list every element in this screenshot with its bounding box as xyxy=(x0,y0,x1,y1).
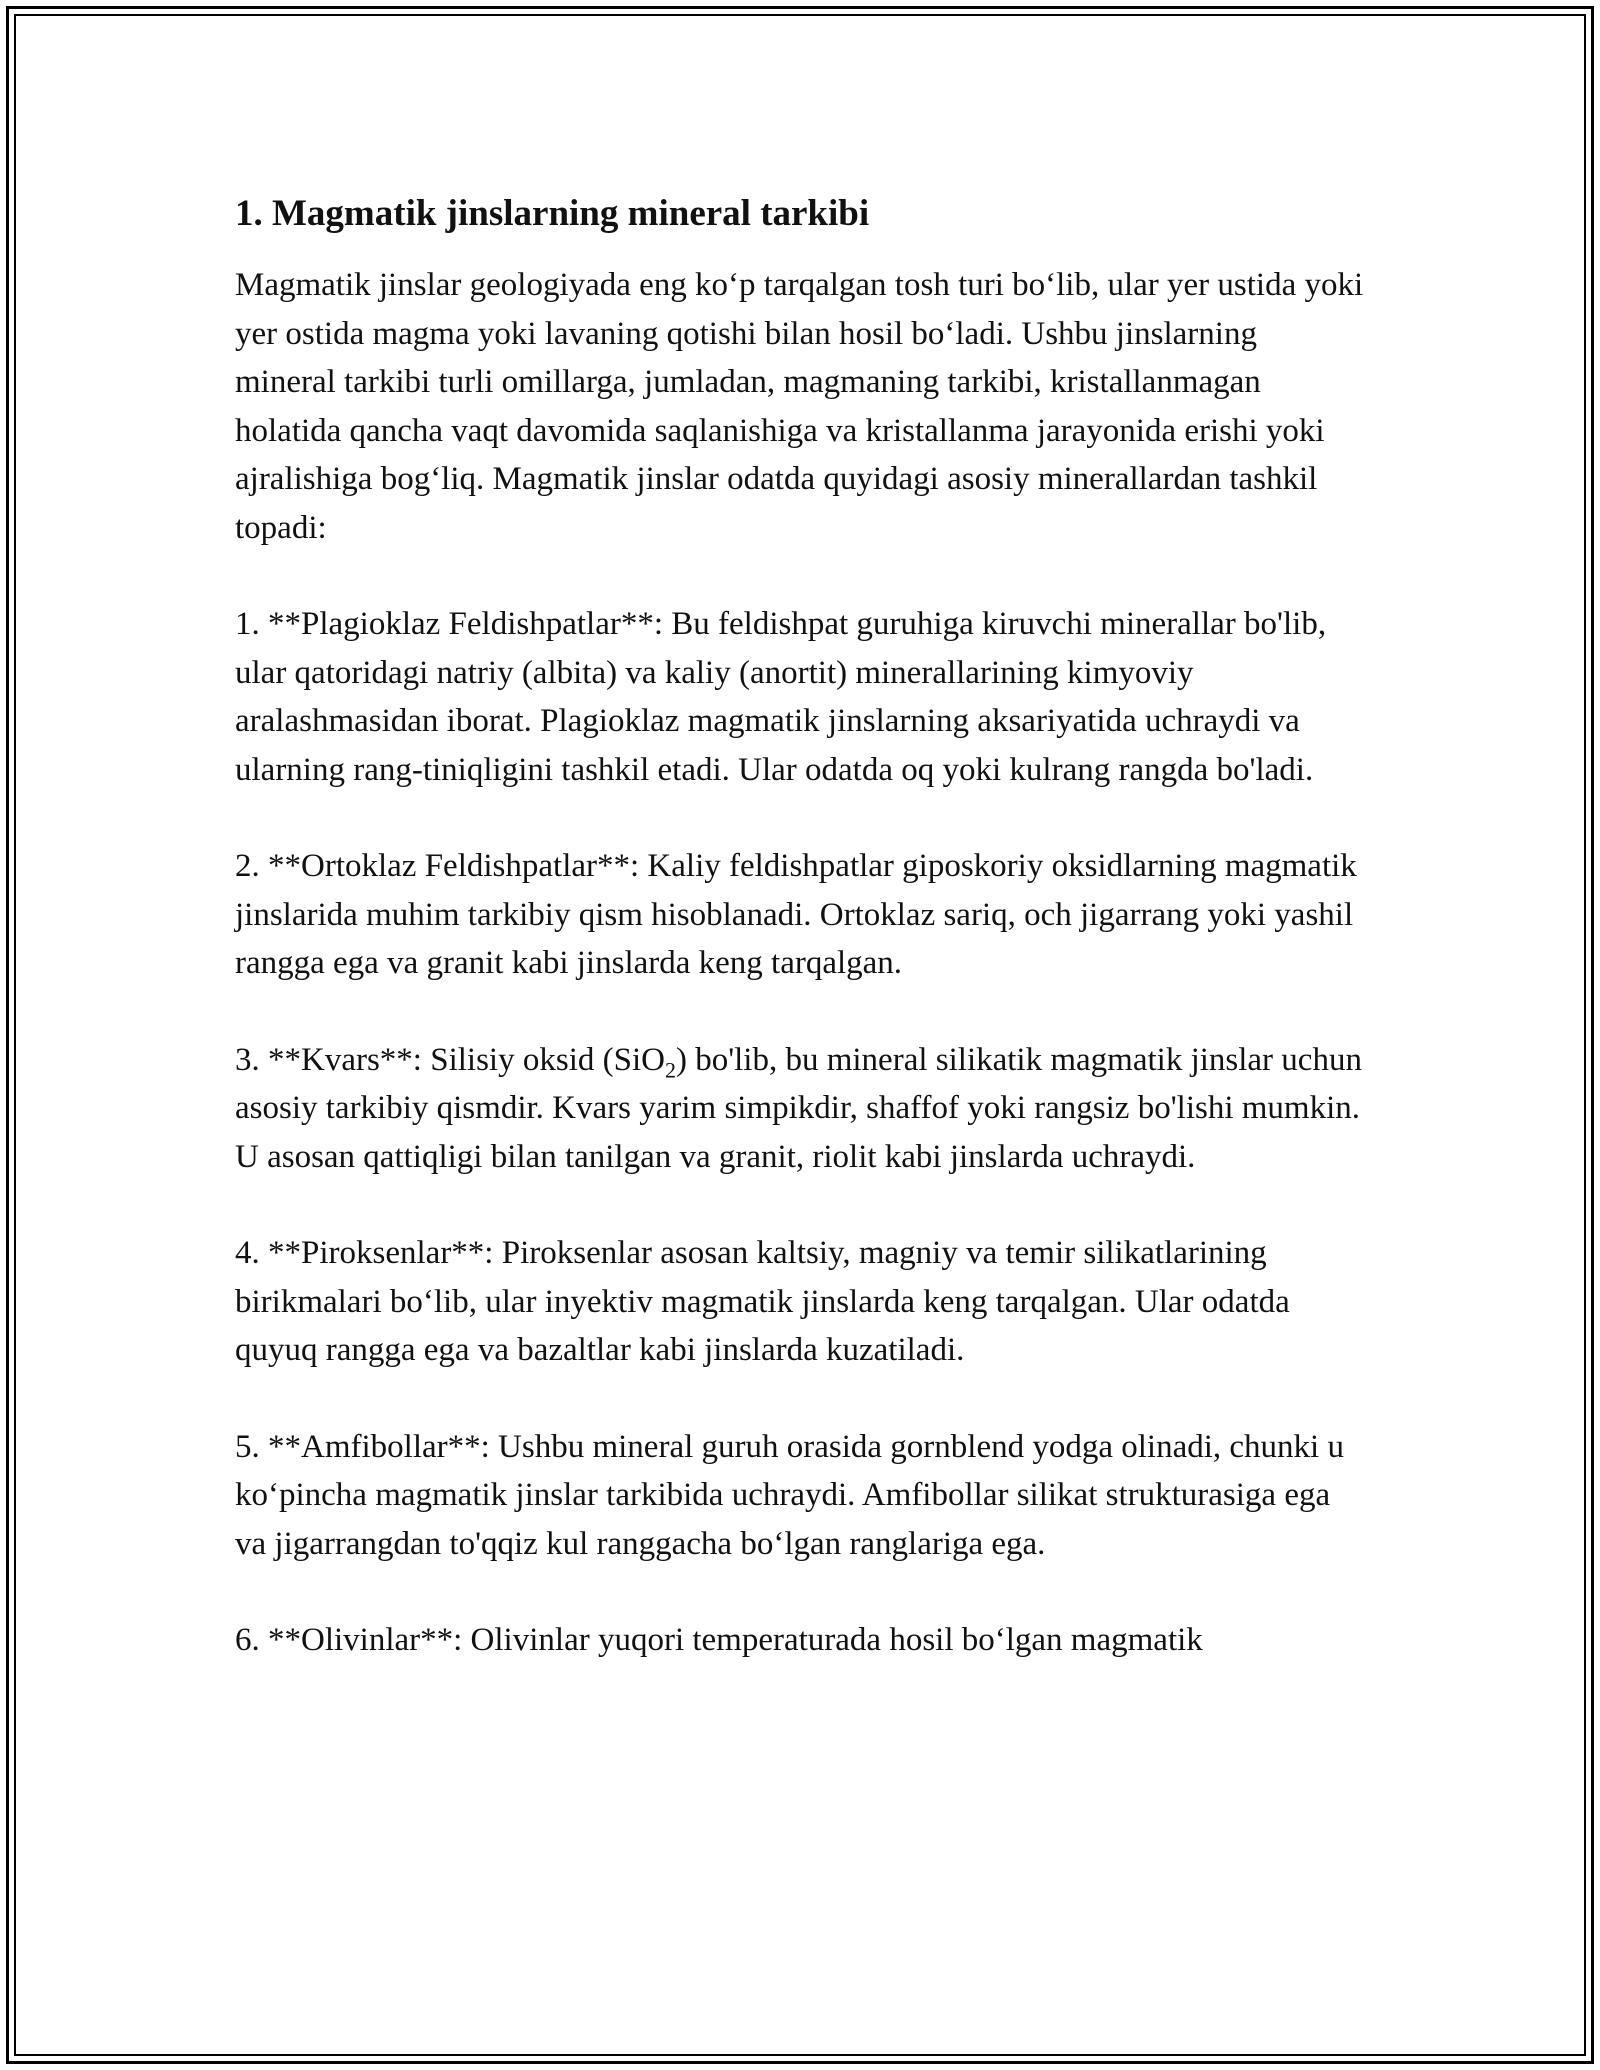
list-item-piroksenlar: 4. **Piroksenlar**: Piroksenlar asosan kaltsiy, magniy va temir silikatlarining birikmalari bo‘lib, ular inyektiv magmatik jinslarda keng tarqalgan. Ular odatda quyuq rangga ega va bazaltlar kabi jinslarda kuzatiladi. xyxy=(235,1235,1290,1368)
list-item-amfibollar: 5. **Amfibollar**: Ushbu mineral guruh orasida gornblend yodga olinadi, chunki u ko‘pincha magmatik jinslar tarkibida uchraydi. Amfibollar silikat strukturasiga ega va jigarrangdan to'qqiz kul ranggacha bo‘lgan ranglariga ega. xyxy=(235,1428,1344,1562)
section-heading: 1. Magmatik jinslarning mineral tarkibi xyxy=(235,193,870,234)
chemical-subscript: 2 xyxy=(664,1057,676,1083)
intro-paragraph: Magmatik jinslar geologiyada eng ko‘p tarqalgan tosh turi bo‘lib, ular yer ustida yoki yer ostida magma yoki lavaning qotishi bilan hosil bo‘ladi. Ushbu jinslarning mineral tarkibi turli omillarga, jumladan, magmaning tarkibi, kristallanmagan holatida qancha vaqt davomida saqlanishiga va kristallanma jarayonida erishi yoki ajralishiga bog‘liq. Magmatik jinslar odatda quyidagi asosiy minerallardan tashkil topadi: xyxy=(235,267,1364,546)
list-item-olivinlar: 6. **Olivinlar**: Olivinlar yuqori temperaturada hosil bo‘lgan magmatik xyxy=(235,1622,1203,1658)
list-item-kvars xyxy=(235,1036,1365,1182)
list-item-plagioklaz: 1. **Plagioklaz Feldishpatlar**: Bu feldishpat guruhiga kiruvchi minerallar bo'lib, ular qatoridagi natriy (albita) va kaliy (anortit) minerallarining kimyoviy aralashmasidan iborat. Plagioklaz magmatik jinslarning aksariyatida uchraydi va ularning rang-tiniqligini tashkil etadi. Ular odatda oq yoki kulrang rangda bo'ladi. xyxy=(235,606,1327,788)
kvars-text-end: ) bo'lib, bu mineral silikatik magmatik jinslar uchun asosiy tarkibiy qismdir. Kvars yarim simpikdir, shaffof yoki rangsiz bo'lishi mumkin. U asosan qattiqligi bilan tanilgan va granit, riolit kabi jinslarda uchraydi. xyxy=(235,1041,1362,1175)
list-item-ortoklaz: 2. **Ortoklaz Feldishpatlar**: Kaliy feldishpatlar giposkoriy oksidlarning magmatik jinslarida muhim tarkibiy qism hisoblanadi. Ortoklaz sariq, och jigarrang yoki yashil rangga ega va granit kabi jinslarda keng tarqalgan. xyxy=(235,848,1357,981)
document-body xyxy=(235,185,1365,1665)
kvars-text-start: 3. **Kvars**: Silisiy oksid (SiO xyxy=(235,1041,665,1078)
